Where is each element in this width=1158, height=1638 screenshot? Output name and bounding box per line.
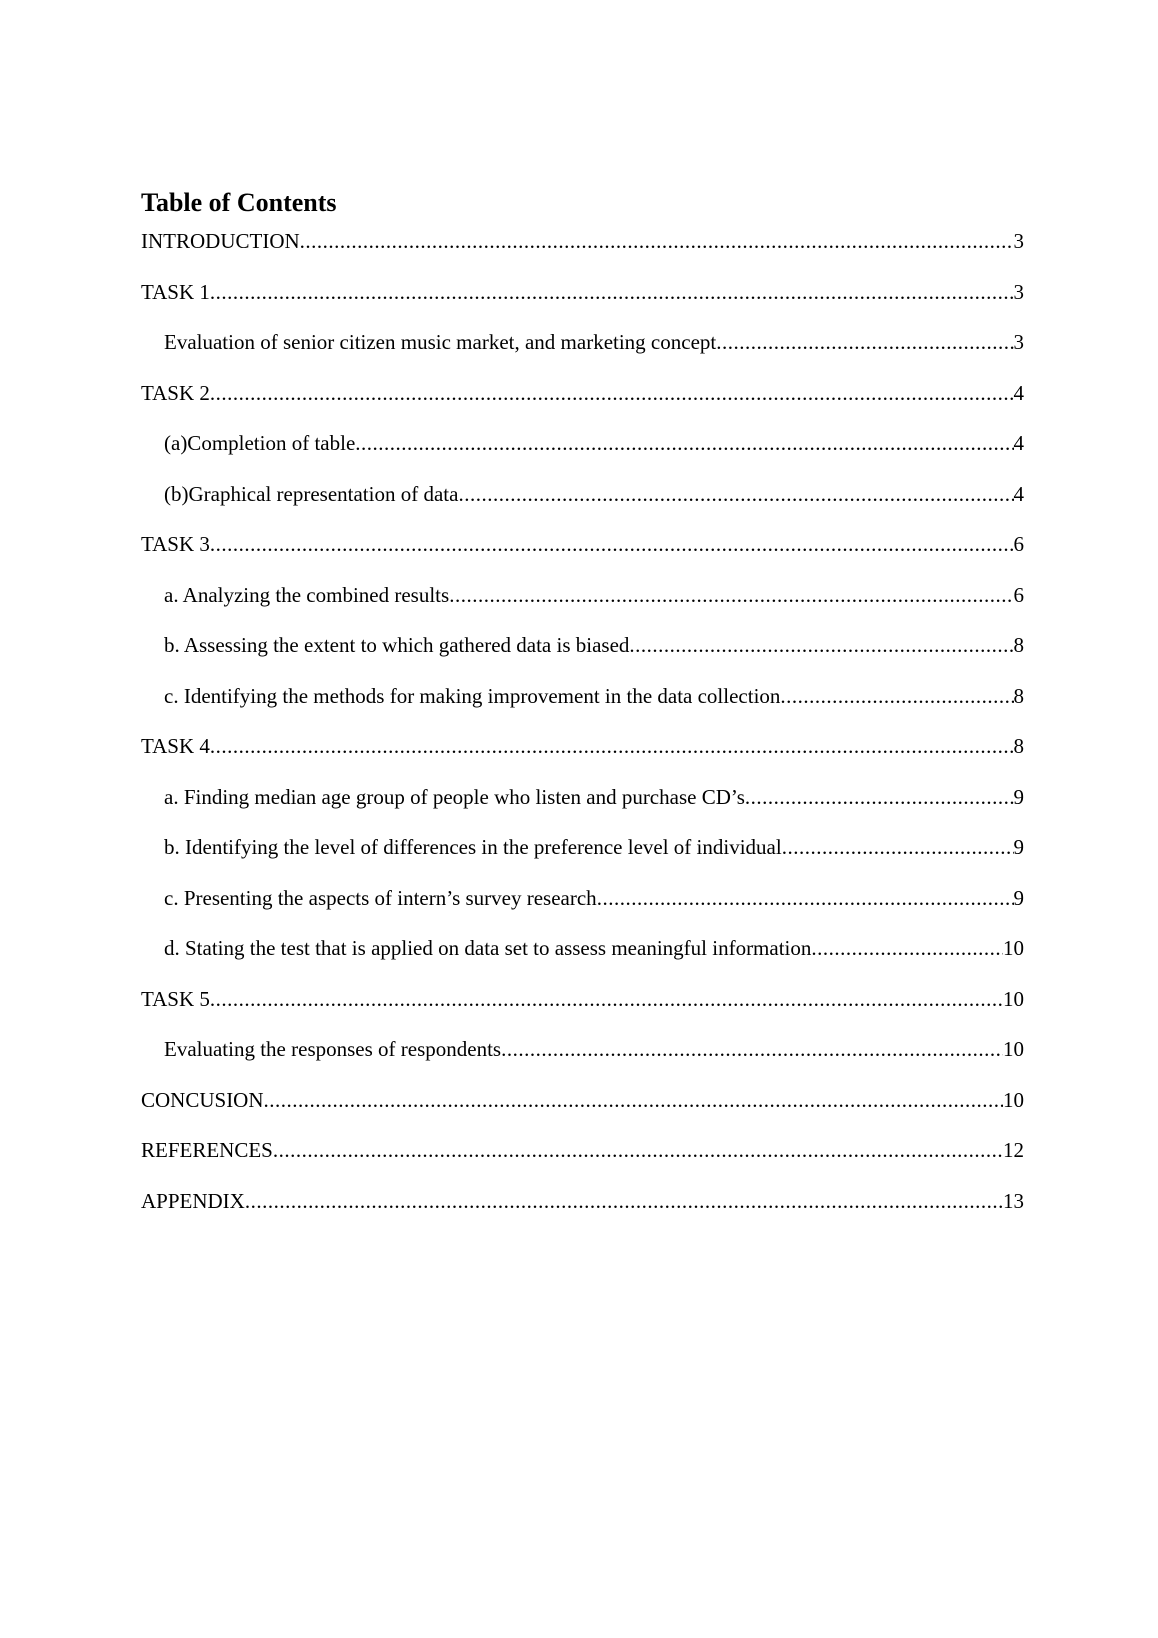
toc-entry[interactable]	[141, 1087, 1024, 1138]
toc-page-number: 12	[1003, 1138, 1024, 1162]
toc-entry-text: c. Presenting the aspects of intern’s survey research	[164, 885, 597, 910]
toc-dot-leader	[355, 430, 1013, 456]
toc-dot-leader	[458, 481, 1013, 507]
toc-dot-leader	[745, 784, 1014, 810]
toc-dot-leader	[245, 1188, 1003, 1214]
toc-entry-text: TASK 4	[141, 734, 210, 758]
toc-entry-text: c. Identifying the methods for making improvement in the data collection	[164, 683, 781, 708]
table-of-contents	[141, 186, 1024, 1238]
toc-page-number: 13	[1003, 1188, 1024, 1213]
toc-entry-text: Evaluation of senior citizen music market, and marketing concept	[164, 330, 717, 354]
toc-dot-leader	[300, 228, 1014, 254]
toc-page-number: 4	[1013, 380, 1024, 405]
toc-dot-leader	[629, 632, 1013, 658]
toc-page-number: 6	[1013, 582, 1024, 607]
toc-dot-leader	[449, 582, 1013, 608]
toc-entry[interactable]	[141, 430, 1024, 481]
toc-entry[interactable]	[141, 986, 1024, 1037]
toc-page-number: 4	[1013, 431, 1024, 455]
toc-entry[interactable]	[141, 329, 1024, 380]
toc-dot-leader	[597, 885, 1014, 911]
toc-entry-text: TASK 1	[141, 279, 210, 304]
toc-entry-text: (b)Graphical representation of data	[164, 481, 459, 506]
toc-entry-text: TASK 2	[141, 380, 210, 405]
toc-page-number: 10	[1003, 936, 1024, 960]
toc-entry-text: (a)Completion of table	[164, 431, 356, 455]
toc-entry[interactable]	[141, 632, 1024, 683]
toc-entry-text: a. Analyzing the combined results	[164, 582, 450, 607]
toc-entry-text: APPENDIX	[141, 1188, 245, 1213]
toc-entry[interactable]	[141, 834, 1024, 885]
toc-dot-leader	[780, 683, 1013, 709]
toc-page-number: 8	[1013, 734, 1024, 758]
toc-list	[141, 228, 1024, 1238]
toc-entry[interactable]	[141, 481, 1024, 532]
toc-entry[interactable]	[141, 531, 1024, 582]
toc-entry[interactable]	[141, 279, 1024, 330]
toc-page-number: 3	[1013, 330, 1024, 354]
toc-page-number: 10	[1003, 1087, 1024, 1112]
toc-entry[interactable]	[141, 1188, 1024, 1239]
toc-page-number: 8	[1013, 633, 1024, 657]
toc-dot-leader	[210, 279, 1014, 305]
toc-page-number: 3	[1013, 279, 1024, 304]
toc-entry-text: INTRODUCTION	[141, 229, 300, 253]
toc-dot-leader	[264, 1087, 1003, 1113]
toc-page-number: 9	[1013, 835, 1024, 859]
toc-page-number: 9	[1013, 885, 1024, 910]
toc-dot-leader	[210, 733, 1014, 759]
toc-entry[interactable]	[141, 733, 1024, 784]
toc-page-number: 9	[1013, 784, 1024, 809]
toc-dot-leader	[782, 834, 1014, 860]
toc-page-number: 3	[1013, 229, 1024, 253]
toc-page-number: 10	[1003, 1037, 1024, 1061]
toc-entry-text: Evaluating the responses of respondents	[164, 1037, 502, 1061]
toc-entry[interactable]	[141, 683, 1024, 734]
toc-entry-text: REFERENCES	[141, 1138, 273, 1162]
toc-entry-text: TASK 3	[141, 532, 210, 556]
toc-dot-leader	[273, 1137, 1003, 1163]
toc-entry-text: TASK 5	[141, 986, 210, 1011]
toc-entry[interactable]	[141, 1137, 1024, 1188]
toc-dot-leader	[501, 1036, 1003, 1062]
toc-entry[interactable]	[141, 228, 1024, 279]
toc-entry[interactable]	[141, 784, 1024, 835]
toc-entry-text: b. Identifying the level of differences in the preference level of individual	[164, 835, 782, 859]
toc-entry-text: d. Stating the test that is applied on data set to assess meaningful information	[164, 936, 812, 960]
toc-page-number: 10	[1003, 986, 1024, 1011]
toc-page-number: 8	[1013, 683, 1024, 708]
toc-dot-leader	[210, 986, 1003, 1012]
toc-page-number: 4	[1013, 481, 1024, 506]
toc-page-number: 6	[1013, 532, 1024, 556]
toc-dot-leader	[716, 329, 1013, 355]
toc-entry[interactable]	[141, 885, 1024, 936]
toc-entry[interactable]	[141, 582, 1024, 633]
toc-dot-leader	[210, 380, 1014, 406]
toc-entry[interactable]	[141, 1036, 1024, 1087]
toc-entry-text: a. Finding median age group of people who listen and purchase CD’s	[164, 784, 745, 809]
toc-dot-leader	[210, 531, 1014, 557]
toc-entry-text: CONCUSION	[141, 1087, 264, 1112]
toc-entry-text: b. Assessing the extent to which gathered data is biased	[164, 633, 630, 657]
toc-title: Table of Contents	[141, 188, 337, 217]
toc-entry[interactable]	[141, 380, 1024, 431]
toc-dot-leader	[811, 935, 1003, 961]
toc-entry[interactable]	[141, 935, 1024, 986]
